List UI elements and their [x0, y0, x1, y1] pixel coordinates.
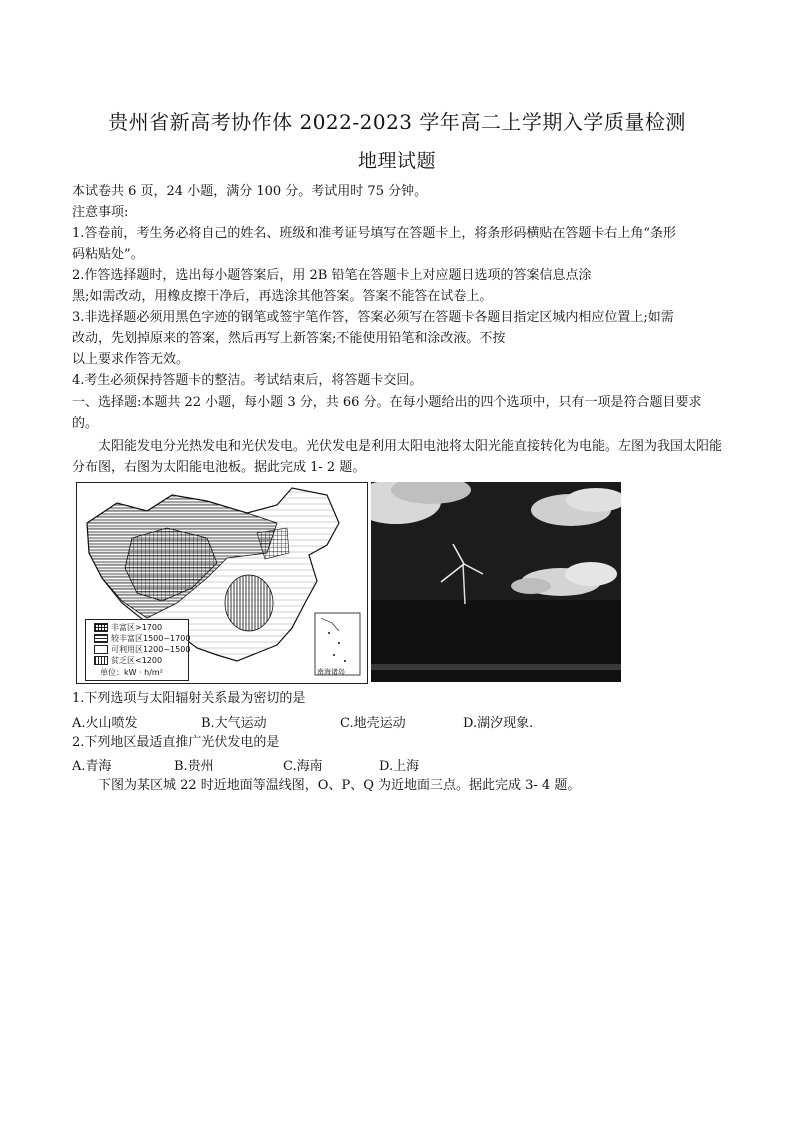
- exam-info: 本试卷共 6 页，24 小题，满分 100 分。考试用时 75 分钟。: [72, 184, 428, 199]
- notice-3c: 以上要求作答无效。: [72, 352, 190, 367]
- passage-2: 下图为某区城 22 时近地面等温线图，O、P、Q 为近地面三点。据此完成 3- 4 题。: [98, 778, 581, 793]
- notice-2a: 2.作答选择题时，选出每小题答案后，用 2B 铅笔在答题卡上对应题日选项的答案信息点涂: [72, 268, 592, 283]
- solar-panel-photo: [371, 482, 621, 682]
- passage-1: 太阳能发电分光热发电和光伏发电。光伏发电是利用太阳电池将太阳光能直接转化为电能。左图为我国太阳能分布图，右图为太阳能电池板。据此完成 1- 2 题。: [72, 439, 723, 475]
- legend-item: 贫乏区<1200: [94, 655, 162, 666]
- question-1-option-a[interactable]: A.火山喷发: [72, 716, 138, 731]
- solar-distribution-map: [76, 482, 368, 684]
- legend-item: 丰富区>1700: [94, 622, 162, 633]
- question-1-option-b[interactable]: B.大气运动: [201, 716, 267, 731]
- question-1-option-c[interactable]: C.地壳运动: [340, 716, 406, 731]
- question-2-option-c[interactable]: C.海南: [283, 759, 323, 774]
- section-heading: 一、选择题:本题共 22 小题，每小题 3 分，共 66 分。在每小题给出的四个选项中，只有一项是符合题目要求的。: [72, 395, 702, 431]
- exam-title: 贵州省新高考协作体 2022-2023 学年高二上学期入学质量检测: [108, 110, 686, 134]
- question-2-option-a[interactable]: A.青海: [72, 759, 112, 774]
- photo-graphic: [371, 482, 621, 682]
- notice-1a: 1.答卷前，考生务必将自己的姓名、班级和准考证号填写在答题卡上，将条形码横贴在答题卡右上角“条形: [72, 226, 677, 241]
- question-2-stem: 2.下列地区最适直推广光伏发电的是: [72, 735, 280, 750]
- notice-heading: 注意事项:: [72, 205, 129, 220]
- notice-3a: 3.非选择题必须用黑色字迹的钢笔或签宇笔作答，答案必须写在答题卡各题目指定区城内相应位置上;如需: [72, 310, 674, 325]
- inset-label: 南海诸岛: [317, 668, 345, 676]
- legend-unit: 单位：kW · h/m²: [100, 668, 163, 677]
- legend-item: 可利用区1200~1500: [94, 644, 190, 655]
- legend-item: 较丰富区1500~1700: [94, 633, 190, 644]
- question-1-stem: 1.下列选项与太阳辐射关系最为密切的是: [72, 691, 306, 706]
- exam-subtitle: 地理试题: [357, 150, 436, 172]
- notice-3b: 改动，先划掉原来的答案，然后再写上新答案;不能使用铅笔和涂改液。不按: [72, 331, 506, 346]
- notice-2b: 黑;如需改动，用橡皮擦干净后，再选涂其他答案。答案不能答在试卷上。: [72, 289, 493, 304]
- map-legend: [85, 619, 189, 681]
- question-2-option-d[interactable]: D.上海: [379, 759, 420, 774]
- question-2-option-b[interactable]: B.贵州: [174, 759, 214, 774]
- question-1-option-d[interactable]: D.湖汐现象.: [463, 716, 534, 731]
- notice-1b: 码粘贴处”。: [72, 247, 144, 262]
- notice-4: 4.考生必须保持答题卡的整洁。考试结束后，将答题卡交回。: [72, 373, 423, 388]
